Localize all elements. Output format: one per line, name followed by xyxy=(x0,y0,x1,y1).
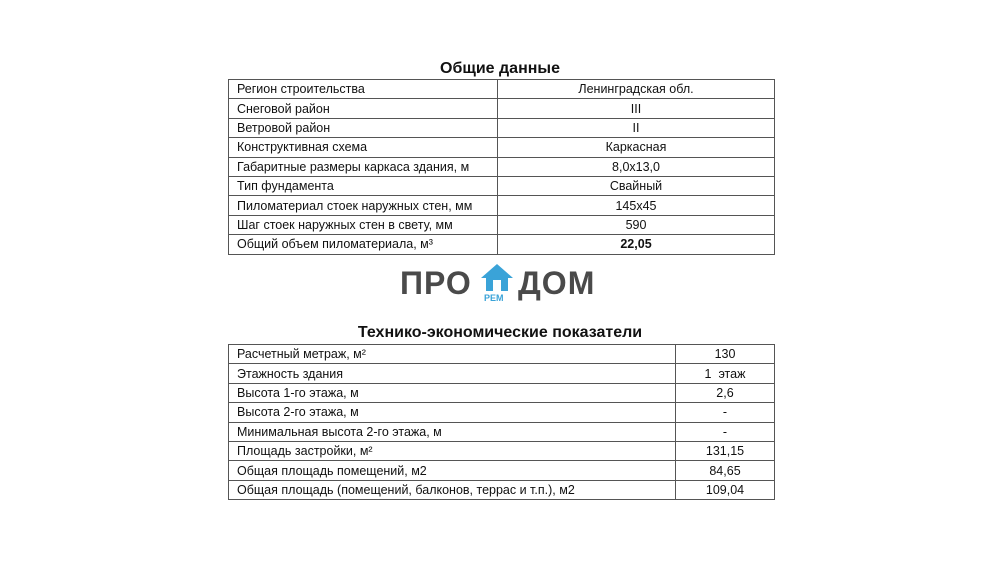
row-value: III xyxy=(498,99,775,118)
table-row xyxy=(229,215,775,234)
row-label: Снеговой район xyxy=(229,99,498,118)
table-row xyxy=(229,138,775,157)
row-label: Высота 1-го этажа, м xyxy=(229,383,676,402)
row-value: Ленинградская обл. xyxy=(498,80,775,99)
table-row xyxy=(229,364,775,383)
row-value: Каркасная xyxy=(498,138,775,157)
row-label: Расчетный метраж, м² xyxy=(229,345,676,364)
row-value: 84,65 xyxy=(676,461,775,480)
row-label: Минимальная высота 2-го этажа, м xyxy=(229,422,676,441)
row-label: Общая площадь помещений, м2 xyxy=(229,461,676,480)
prodom-logo xyxy=(400,263,600,303)
table-row xyxy=(229,80,775,99)
row-label: Ветровой район xyxy=(229,118,498,137)
row-value: 109,04 xyxy=(676,480,775,499)
row-label: Конструктивная схема xyxy=(229,138,498,157)
logo-text-right: ДОМ xyxy=(518,265,596,301)
tech-indicators-title: Технико-экономические показатели xyxy=(357,324,643,341)
table-row xyxy=(229,403,775,422)
row-value: 130 xyxy=(676,345,775,364)
table-row xyxy=(229,441,775,460)
row-label: Общая площадь (помещений, балконов, террас и т.п.), м2 xyxy=(229,480,676,499)
table-row xyxy=(229,157,775,176)
row-label: Пиломатериал стоек наружных стен, мм xyxy=(229,196,498,215)
house-icon xyxy=(480,263,514,293)
row-label: Общий объем пиломатериала, м³ xyxy=(229,235,498,254)
row-label: Габаритные размеры каркаса здания, м xyxy=(229,157,498,176)
row-label: Тип фундамента xyxy=(229,176,498,195)
row-value: 1 этаж xyxy=(676,364,775,383)
table-row xyxy=(229,196,775,215)
row-value: - xyxy=(676,403,775,422)
general-data-table xyxy=(228,79,775,255)
logo-text-left: ПРО xyxy=(400,265,472,301)
row-label: Высота 2-го этажа, м xyxy=(229,403,676,422)
row-label: Шаг стоек наружных стен в свету, мм xyxy=(229,215,498,234)
table-row xyxy=(229,118,775,137)
row-value: 145х45 xyxy=(498,196,775,215)
row-label: Регион строительства xyxy=(229,80,498,99)
row-value: Свайный xyxy=(498,176,775,195)
row-value: II xyxy=(498,118,775,137)
table-row xyxy=(229,345,775,364)
logo-subtext: РЕМ xyxy=(484,293,504,303)
general-data-title: Общие данные xyxy=(440,60,560,77)
table-row xyxy=(229,176,775,195)
table-row xyxy=(229,99,775,118)
table-row xyxy=(229,383,775,402)
row-value: 131,15 xyxy=(676,441,775,460)
tech-indicators-table xyxy=(228,344,775,500)
table-row xyxy=(229,422,775,441)
row-value: 2,6 xyxy=(676,383,775,402)
row-label: Этажность здания xyxy=(229,364,676,383)
table-row xyxy=(229,480,775,499)
table-row xyxy=(229,461,775,480)
row-value: - xyxy=(676,422,775,441)
row-value: 590 xyxy=(498,215,775,234)
row-value: 22,05 xyxy=(498,235,775,254)
row-value: 8,0х13,0 xyxy=(498,157,775,176)
row-label: Площадь застройки, м² xyxy=(229,441,676,460)
table-row xyxy=(229,235,775,254)
